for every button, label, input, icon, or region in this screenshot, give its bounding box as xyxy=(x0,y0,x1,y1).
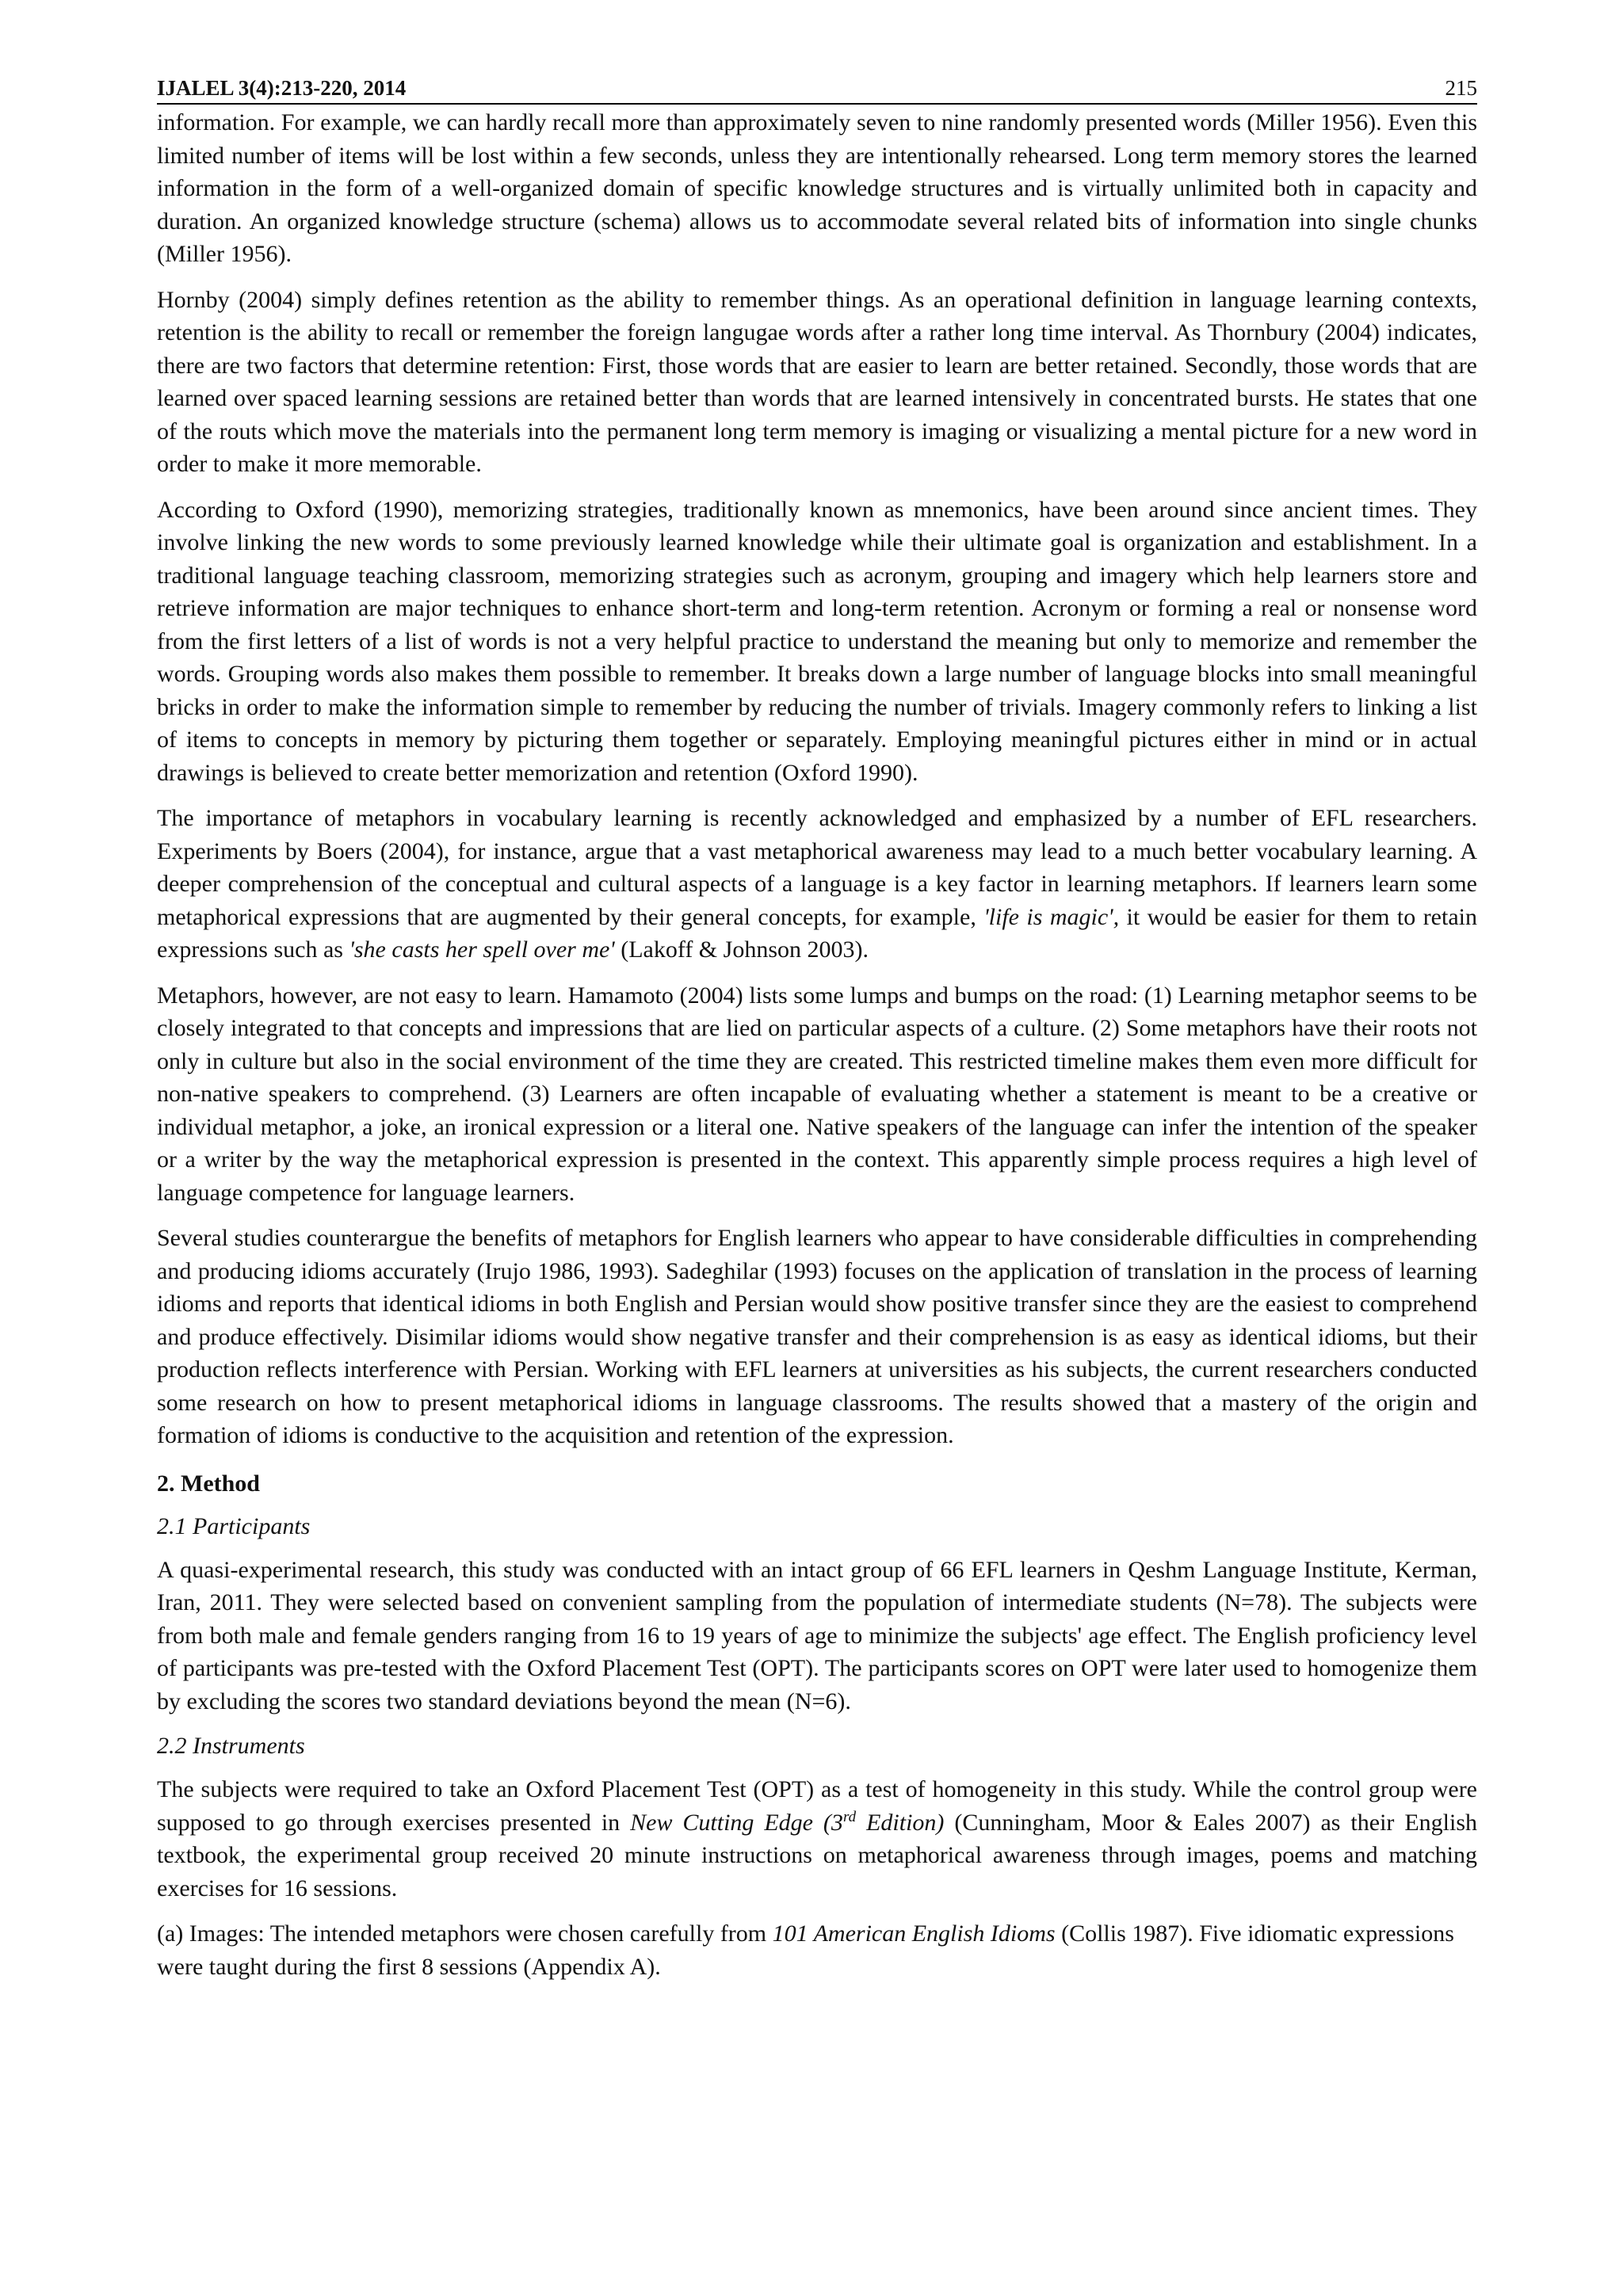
subsection-heading-participants: 2.1 Participants xyxy=(157,1512,311,1539)
paragraph: Metaphors, however, are not easy to learn. Hamamoto (2004) lists some lumps and bumps on the road: (1) Learning metaphor seems to be closely integrated to that concepts and impressions that are lied on particular aspects of a culture. (2) Some metaphors have their roots not only in culture but also in the social environment of the time they are created. This restricted timeline makes them even more difficult for non-native speakers to comprehend. (3) Learners are often incapable of evaluating whether a statement is meant to be a creative or individual metaphor, a joke, an ironical expression or a literal one. Native speakers of the language can infer the intention of the speaker or a writer by the way the metaphorical expression is presented in the context. This apparently simple process requires a high level of language competence for language learners. xyxy=(157,982,1477,1206)
page xyxy=(157,76,1477,1996)
superscript: rd xyxy=(842,1808,857,1825)
text-run: (Cunningham, Moor & Eales 2007) as their English textbook, the experimental group received 20 minute instructions on metaphorical awareness through images, poems and matching exercises for 16 sessions. xyxy=(157,1809,1478,1901)
subsection-heading-instruments: 2.2 Instruments xyxy=(157,1733,305,1759)
paragraph: Hornby (2004) simply defines retention as the ability to remember things. As an operational definition in language learning contexts, retention is the ability to recall or remember the foreign langugae words after a rather long time interval. As Thornbury (2004) indicates, there are two factors that determine retention: First, those words that are easier to learn are better retained. Secondly, those words that are learned over spaced learning sessions are retained better than words that are learned intensively in concentrated bursts. He states that one of the routs which move the materials into the permanent long term memory is imaging or visualizing a mental picture for a new word in order to make it more memorable. xyxy=(157,286,1477,477)
journal-citation: IJALEL 3(4):213-220, 2014 xyxy=(157,76,407,100)
text-run: it would be easier for them to retain expressions such as xyxy=(157,903,1477,963)
paragraph: information. For example, we can hardly recall more than approximately seven to nine randomly presented words (Miller 1956). Even this limited number of items will be lost within a few seconds, unless they are intentionally rehearsed. Long term memory stores the learned information in the form of a well-organized domain of specific knowledge structures and is virtually unlimited both in capacity and duration. An organized knowledge structure (schema) allows us to accommodate several related bits of information into single chunks (Miller 1956). xyxy=(157,109,1477,267)
section-heading-method: 2. Method xyxy=(157,1470,260,1497)
text-run: (Lakoff & Johnson 2003). xyxy=(614,936,869,963)
italic-book-title: 101 American English Idioms xyxy=(772,1920,1056,1947)
italic-quote: 'she casts her spell over me' xyxy=(349,936,615,963)
paragraph: Several studies counterargue the benefits of metaphors for English learners who appear to have considerable difficulties in comprehending and producing idioms accurately (Irujo 1986, 1993). Sadeghilar (1993) focuses on the application of translation in the process of learning idioms and reports that identical idioms in both English and Persian would show positive transfer since they are the easiest to comprehend and produce effectively. Disimilar idioms would show negative transfer and their comprehension is as easy as identical idioms, but their production reflects interference with Persian. Working with EFL learners at universities as his subjects, the current researchers conducted some research on how to present metaphorical idioms in language classrooms. The results showed that a mastery of the origin and formation of idioms is conductive to the acquisition and retention of the expression. xyxy=(157,1225,1477,1448)
text-run: The importance of metaphors in vocabulary learning is recently acknowledged and emphasized by a number of EFL researchers. Experiments by Boers (2004), for instance, argue that a vast metaphorical awareness may lead to a much better vocabulary learning. A deeper comprehension of the conceptual and cultural aspects of a language is a key factor in learning metaphors. If learners learn some metaphorical expressions that are augmented by their general concepts, for example, xyxy=(157,805,1477,930)
italic-book-title xyxy=(630,1810,944,1836)
paragraph xyxy=(157,1773,1477,1905)
text-run: The subjects were required to take an Oxford Placement Test (OPT) as a test of homogeneity in this study. While the control group were supposed to go through exercises presented in xyxy=(157,1776,1477,1836)
paragraph xyxy=(157,802,1477,967)
page-number: 215 xyxy=(1445,76,1477,100)
paragraph: A quasi-experimental research, this study was conducted with an intact group of 66 EFL learners in Qeshm Language Institute, Kerman, Iran, 2011. They were selected based on convenient sampling from the population of intermediate students (N=78). The subjects were from both male and female genders ranging from 16 to 19 years of age to minimize the subjects' age effect. The English proficiency level of participants was pre-tested with the Oxford Placement Test (OPT). The participants scores on OPT were later used to homogenize them by excluding the scores two standard deviations beyond the mean (N=6). xyxy=(157,1556,1477,1714)
text-run: (Collis 1987). Five idiomatic expressions were taught during the first 8 sessions (Appendix A). xyxy=(157,1920,1454,1980)
paragraph xyxy=(157,1917,1477,1983)
italic-quote: 'life is magic', xyxy=(983,903,1120,930)
text-run: New Cutting Edge (3 xyxy=(630,1809,843,1836)
text-run: (a) Images: The intended metaphors were chosen carefully from xyxy=(157,1920,773,1947)
running-head xyxy=(157,76,1477,105)
paragraph: According to Oxford (1990), memorizing strategies, traditionally known as mnemonics, have been around since ancient times. They involve linking the new words to some previously learned knowledge while their ultimate goal is organization and establishment. In a traditional language teaching classroom, memorizing strategies such as acronym, grouping and imagery which help learners store and retrieve information are major techniques to enhance short-term and long-term retention. Acronym or forming a real or nonsense word from the first letters of a list of words is not a very helpful practice to understand the meaning but only to memorize and remember the words. Grouping words also makes them possible to remember. It breaks down a large number of language blocks into small meaningful bricks in order to make the information simple to remember by reducing the number of trivials. Imagery commonly refers to linking a list of items to concepts in memory by picturing them together or separately. Employing meaningful pictures either in mind or in actual drawings is believed to create better memorization and retention (Oxford 1990). xyxy=(157,496,1477,786)
text-run: Edition) xyxy=(856,1809,945,1836)
